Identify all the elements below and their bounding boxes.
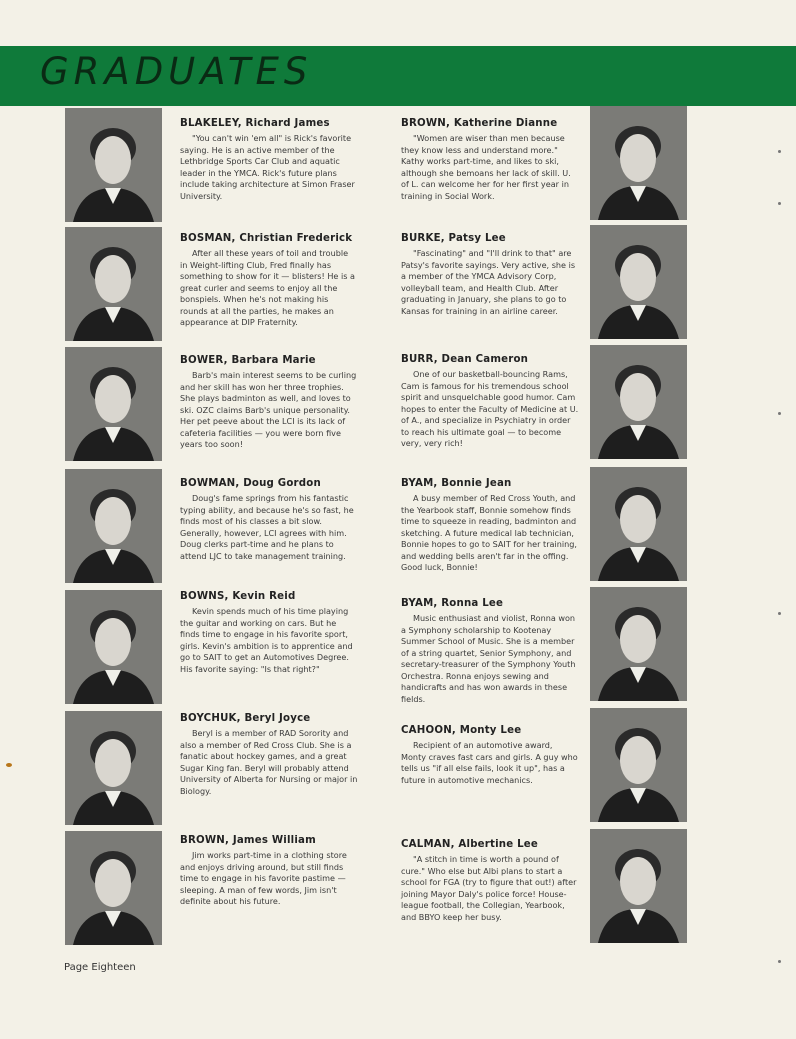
graduate-photo	[65, 227, 162, 341]
graduate-photo	[590, 345, 687, 459]
graduate-entry	[401, 233, 579, 317]
graduate-photo	[590, 829, 687, 943]
graduate-bio: Beryl is a member of RAD Sorority and also a member of Red Cross Club. She is a fanatic about hockey games, and a great Sugar King fan. Beryl will probably attend University of Alberta for Nursing or major in Biology.	[180, 728, 358, 796]
graduate-name: BOYCHUK, Beryl Joyce	[180, 713, 311, 724]
graduate-photo	[65, 711, 162, 825]
graduate-bio: Barb's main interest seems to be curling and her skill has won her three trophies. She plays badminton as well, and loves to ski. OZC claims Barb's unique personality. Her pet peeve about the LCI is its lack of cafeteria facilities — you were born five years too soon!	[180, 370, 357, 449]
scan-speck	[778, 412, 781, 415]
graduate-bio: Jim works part-time in a clothing store and enjoys driving around, but still finds time to engage in his favorite pastime — sleeping. A man of few words, Jim isn't definite about his future.	[180, 850, 347, 906]
graduate-bio: "You can't win 'em all" is Rick's favorite saying. He is an active member of the Lethbridge Sports Car Club and aquatic leader in the YMCA. Rick's future plans include taking architecture at Simon Fraser University.	[180, 133, 355, 201]
graduate-entry	[180, 355, 358, 451]
graduate-photo	[65, 590, 162, 704]
scan-speck	[778, 960, 781, 963]
graduate-entry	[401, 478, 579, 574]
graduate-bio: Doug's fame springs from his fantastic typing ability, and because he's so fast, he finds most of his classes a bit slow. Generally, however, LCI agrees with him. Doug clerks part-time and he plans to attend LJC to take management training.	[180, 493, 354, 561]
graduate-name: CALMAN, Albertine Lee	[401, 839, 539, 850]
graduate-photo	[65, 108, 162, 222]
graduate-photo	[65, 347, 162, 461]
graduate-entry	[180, 591, 358, 675]
graduate-bio: "Fascinating" and "I'll drink to that" are Patsy's favorite sayings. Very active, she is a member of the YMCA Advisory Corp, volleyball team, and Health Club. After graduating in January, she plans to go to Kansas for training in an airline career.	[401, 248, 576, 316]
graduate-photo	[590, 106, 687, 220]
graduate-entry	[180, 478, 358, 562]
graduate-photo	[590, 587, 687, 701]
graduate-name: BOWMAN, Doug Gordon	[180, 478, 321, 489]
graduate-entry	[401, 725, 579, 786]
scan-speck	[778, 150, 781, 153]
graduate-name: BLAKELEY, Richard James	[180, 118, 330, 129]
graduate-name: BROWN, James William	[180, 835, 316, 846]
scan-speck	[778, 612, 781, 615]
graduate-entry	[180, 835, 358, 908]
graduate-name: BYAM, Ronna Lee	[401, 598, 504, 609]
graduate-entry	[401, 354, 579, 450]
scan-speck	[778, 202, 781, 205]
graduate-bio: One of our basketball-bouncing Rams, Cam is famous for his tremendous school spirit and unsquelchable good humor. Cam hopes to enter the Faculty of Medicine at U. of A., and specialize in Psychiatry in order to reach his ultimate goal — to become very, very rich!	[401, 369, 579, 448]
graduate-entry	[180, 233, 358, 329]
graduate-name: BURKE, Patsy Lee	[401, 233, 506, 244]
graduate-name: BURR, Dean Cameron	[401, 354, 529, 365]
graduate-bio: A busy member of Red Cross Youth, and the Yearbook staff, Bonnie somehow finds time to squeeze in reading, badminton and sketching. A future medical lab technician, Bonnie hopes to go to SAIT for her training, and wedding bells aren't far in the offing. Good luck, Bonnie!	[401, 493, 577, 572]
graduate-photo	[65, 831, 162, 945]
graduate-photo	[65, 469, 162, 583]
graduate-photo	[590, 708, 687, 822]
graduate-photo	[590, 467, 687, 581]
graduate-entry	[401, 839, 579, 923]
scan-speck	[6, 763, 12, 767]
graduate-name: BOWNS, Kevin Reid	[180, 591, 296, 602]
page-number: Page Eighteen	[64, 962, 136, 973]
graduate-bio: "A stitch in time is worth a pound of cure." Who else but Albi plans to start a school for FGA (try to figure that out!) after joining Mayor Daly's police force! House-league football, the Collegian, Yearbook, and BBYO keep her busy.	[401, 854, 577, 922]
page-title: GRADUATES	[40, 50, 313, 93]
graduate-bio: "Women are wiser than men because they know less and understand more." Kathy works part-time, and likes to ski, although she bemoans her lack of skill. U. of L. can welcome her for her first year in training in Social Work.	[401, 133, 571, 201]
graduate-bio: After all these years of toil and trouble in Weight-lifting Club, Fred finally has something to show for it — blisters! He is a great curler and seems to enjoy all the bonspiels. When he's not making his rounds at all the parties, he makes an appearance at DIP Fraternity.	[180, 248, 355, 327]
graduate-name: BYAM, Bonnie Jean	[401, 478, 512, 489]
graduate-name: BOSMAN, Christian Frederick	[180, 233, 353, 244]
graduate-name: CAHOON, Monty Lee	[401, 725, 522, 736]
graduate-entry	[180, 118, 358, 202]
graduate-name: BOWER, Barbara Marie	[180, 355, 316, 366]
graduate-entry	[401, 118, 579, 202]
graduate-name: BROWN, Katherine Dianne	[401, 118, 558, 129]
graduate-entry	[180, 713, 358, 797]
graduate-bio: Recipient of an automotive award, Monty craves fast cars and girls. A guy who tells us "if all else fails, look it up", has a future in automotive mechanics.	[401, 740, 578, 785]
graduate-bio: Kevin spends much of his time playing the guitar and working on cars. But he finds time to engage in his favorite sport, girls. Kevin's ambition is to apprentice and go to SAIT to get an Automotives Degree. His favorite saying: "Is that right?"	[180, 606, 353, 674]
graduate-photo	[590, 225, 687, 339]
graduate-bio: Music enthusiast and violist, Ronna won a Symphony scholarship to Kootenay Summer School of Music. She is a member of a string quartet, Senior Symphony, and secretary-treasurer of the Symphony Youth Orchestra. Ronna enjoys sewing and handicrafts and has won awards in these fields.	[401, 613, 576, 704]
graduate-entry	[401, 598, 579, 705]
